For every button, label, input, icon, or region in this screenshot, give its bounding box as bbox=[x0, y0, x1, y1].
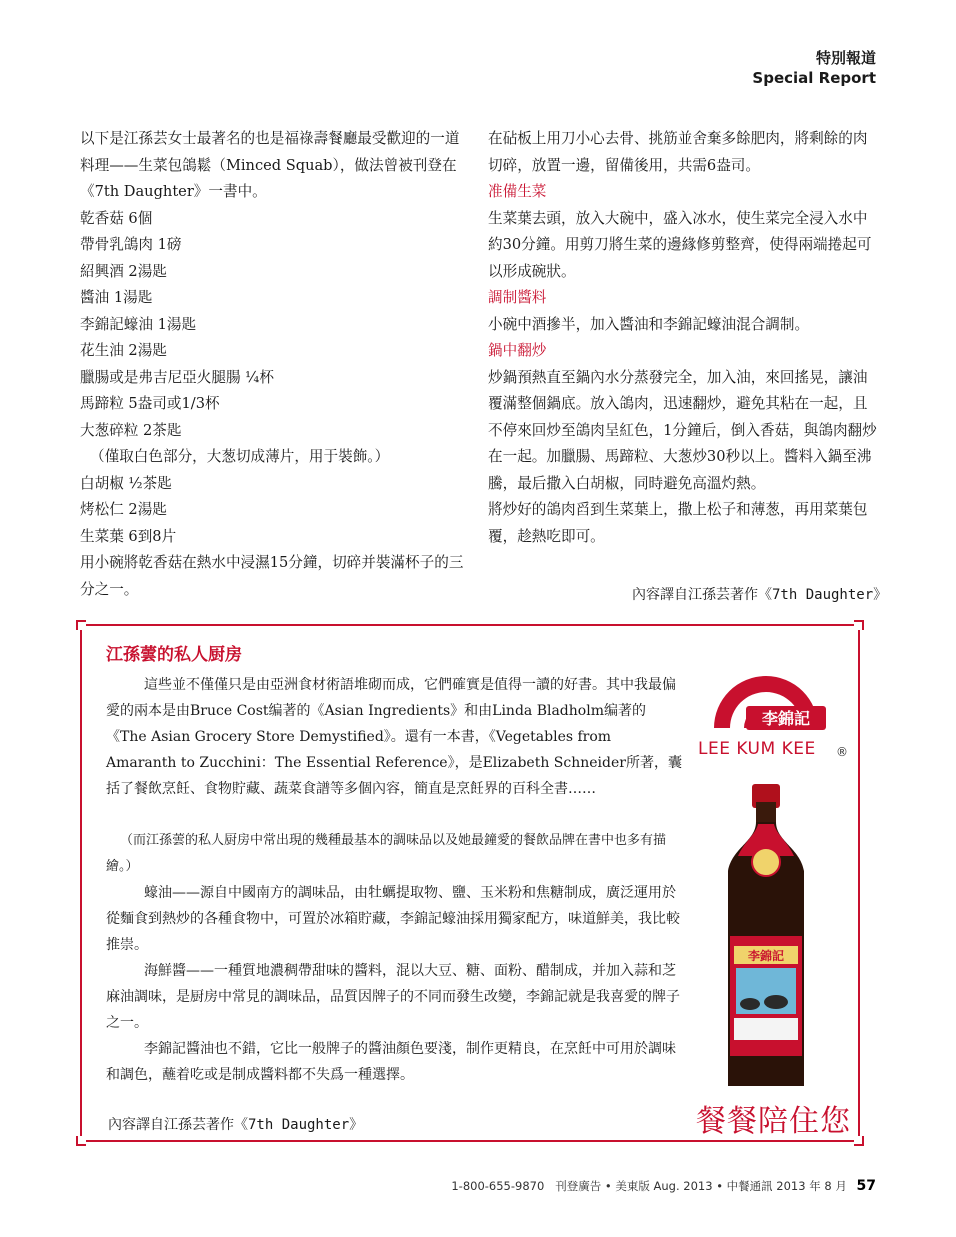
bottle-label-brand: 李錦記 bbox=[747, 949, 785, 963]
page-number: 57 bbox=[856, 1178, 876, 1194]
recipe-step: 用小碗將乾香菇在熱水中浸濕15分鐘，切碎并裝滿杯子的三分之一。 bbox=[80, 554, 464, 598]
box-corner bbox=[76, 620, 86, 630]
logo-brand-cn: 李錦記 bbox=[761, 709, 811, 728]
box-corner bbox=[76, 1136, 86, 1146]
brand-logo-and-bottle bbox=[686, 666, 856, 1086]
ingredient-item: 生菜葉 6到8片 bbox=[80, 527, 177, 545]
recipe-step: 小碗中酒摻半，加入醬油和李錦記蠔油混合調制。 bbox=[488, 315, 810, 333]
step-heading: 准備生菜 bbox=[488, 183, 547, 200]
lee-kum-kee-ad bbox=[686, 666, 856, 1139]
box-corner bbox=[854, 620, 864, 630]
box-paragraph: 蠔油——源自中國南方的調味品，由牡蠣提取物、鹽、玉米粉和焦糖制成，廣泛運用於從麵食到熱炒的各種食物中，可置於冰箱貯藏，李錦記蠔油採用獨家配方，味道鮮美，我比較推崇。 bbox=[106, 885, 680, 953]
ingredient-item: 烤松仁 2湯匙 bbox=[80, 501, 167, 518]
box-corner bbox=[854, 1136, 864, 1146]
recipe-right-column bbox=[488, 126, 880, 550]
section-header bbox=[752, 48, 876, 88]
recipe-step: 炒鍋預熱直至鍋內水分蒸發完全，加入油，來回搖晃，讓油覆滿整個鍋底。放入鴿肉，迅速翻炒，避免其粘在一起，且不停來回炒至鴿肉呈紅色，1分鐘后，倒入香菇，與鴿肉翻炒在一起。加臘腸、馬蹄粒、大葱炒30秒以上。醬料入鍋至沸騰，最后撒入白胡椒，同時避免高溫灼熱。 bbox=[488, 368, 877, 492]
ingredient-note: （僅取白色部分，大葱切成薄片，用于裝飾。） bbox=[90, 448, 390, 465]
box-title: 江孫蕓的私人厨房 bbox=[106, 645, 242, 665]
oyster-sauce-bottle-icon bbox=[728, 784, 804, 1086]
ingredient-item: 醬油 1湯匙 bbox=[80, 289, 153, 306]
registered-mark: ® bbox=[836, 745, 848, 759]
section-title-zh: 特別報道 bbox=[815, 49, 876, 67]
ingredient-item: 帶骨乳鴿肉 1磅 bbox=[80, 236, 182, 253]
step-heading: 鍋中翻炒 bbox=[488, 342, 547, 359]
ingredient-item: 馬蹄粒 5盎司或1/3杯 bbox=[80, 395, 220, 412]
ingredient-item: 白胡椒 ½茶匙 bbox=[80, 474, 172, 492]
box-paragraph: 海鮮醬——一種質地濃稠帶甜味的醬料，混以大豆、糖、面粉、醋制成，并加入蒜和芝麻油調味，是厨房中常見的調味品，品質因牌子的不同而發生改變，李錦記就是我喜愛的牌子之一。 bbox=[106, 963, 680, 1031]
logo-brand-en: LEE KUM KEE bbox=[698, 739, 816, 759]
ingredient-item: 臘腸或是弗吉尼亞火腿腸 ¼杯 bbox=[80, 368, 274, 386]
page-footer bbox=[451, 1178, 876, 1194]
box-body bbox=[106, 672, 684, 1088]
box-note: （而江孫蕓的私人厨房中常出現的幾種最基本的調味品以及她最鐘愛的餐飲品牌在書中也多有描繪。） bbox=[106, 833, 667, 874]
ad-slogan: 餐餐陪住您 bbox=[696, 1104, 851, 1139]
recipe-step: 將炒好的鴿肉舀到生菜葉上，撒上松子和薄葱，再用菜葉包覆，趁熱吃即可。 bbox=[488, 501, 868, 545]
recipe-step: 在砧板上用刀小心去骨、挑筋並舍棄多餘肥肉，將剩餘的肉切碎，放置一邊，留備後用，共需6盎司。 bbox=[488, 130, 868, 174]
ingredient-item: 乾香菇 6個 bbox=[80, 209, 153, 227]
section-title-en: Special Report bbox=[752, 69, 876, 87]
box-paragraph: 李錦記醬油也不錯，它比一般牌子的醬油顏色要淺，制作更精良，在烹飪中可用於調味和調色，蘸着吃或是制成醬料都不失爲一種選擇。 bbox=[106, 1041, 676, 1083]
footer-phone: 1-800-655-9870 bbox=[451, 1179, 545, 1193]
recipe-step: 生菜葉去頭，放入大碗中，盛入冰水，使生菜完全浸入水中約30分鐘。用剪刀將生菜的邊緣修剪整齊，使得兩端捲起可以形成碗狀。 bbox=[488, 209, 872, 280]
ingredient-item: 花生油 2湯匙 bbox=[80, 342, 167, 359]
step-heading: 調制醬料 bbox=[488, 289, 547, 306]
ingredient-item: 紹興酒 2湯匙 bbox=[80, 262, 167, 280]
sidebar-box bbox=[80, 624, 860, 1142]
source-credit: 內容譯自江孫芸著作《7th Daughter》 bbox=[632, 587, 888, 603]
box-credit: 內容譯自江孫芸著作《7th Daughter》 bbox=[108, 1117, 364, 1133]
ingredient-item: 大葱碎粒 2茶匙 bbox=[80, 421, 182, 439]
recipe-intro: 以下是江孫芸女士最著名的也是福祿壽餐廳最受歡迎的一道料理——生菜包鴿鬆（Minced Squab），做法曾被刊登在《7th Daughter》一書中。 bbox=[80, 130, 460, 200]
footer-info: 刊登廣告 • 美東版 Aug. 2013 • 中餐通訊 2013 年 8 月 bbox=[555, 1179, 847, 1193]
box-paragraph: 這些並不僅僅只是由亞洲食材術語堆砌而成，它們確實是值得一讀的好書。其中我最偏愛的兩本是由Bruce Cost编著的《Asian Ingredients》和由Linda Bladholm编著的《The Asian Grocery Store Demystified》。還有一本書，《Vegetables from Amaranth to Zucchini：The Essential Reference》，是Elizabeth Schneider所著，囊括了餐飲烹飪、食物貯藏、蔬菜食譜等多個內容，簡直是烹飪界的百科全書…… bbox=[106, 677, 682, 797]
recipe-left-column bbox=[80, 126, 472, 603]
ingredient-item: 李錦記蠔油 1湯匙 bbox=[80, 315, 197, 333]
